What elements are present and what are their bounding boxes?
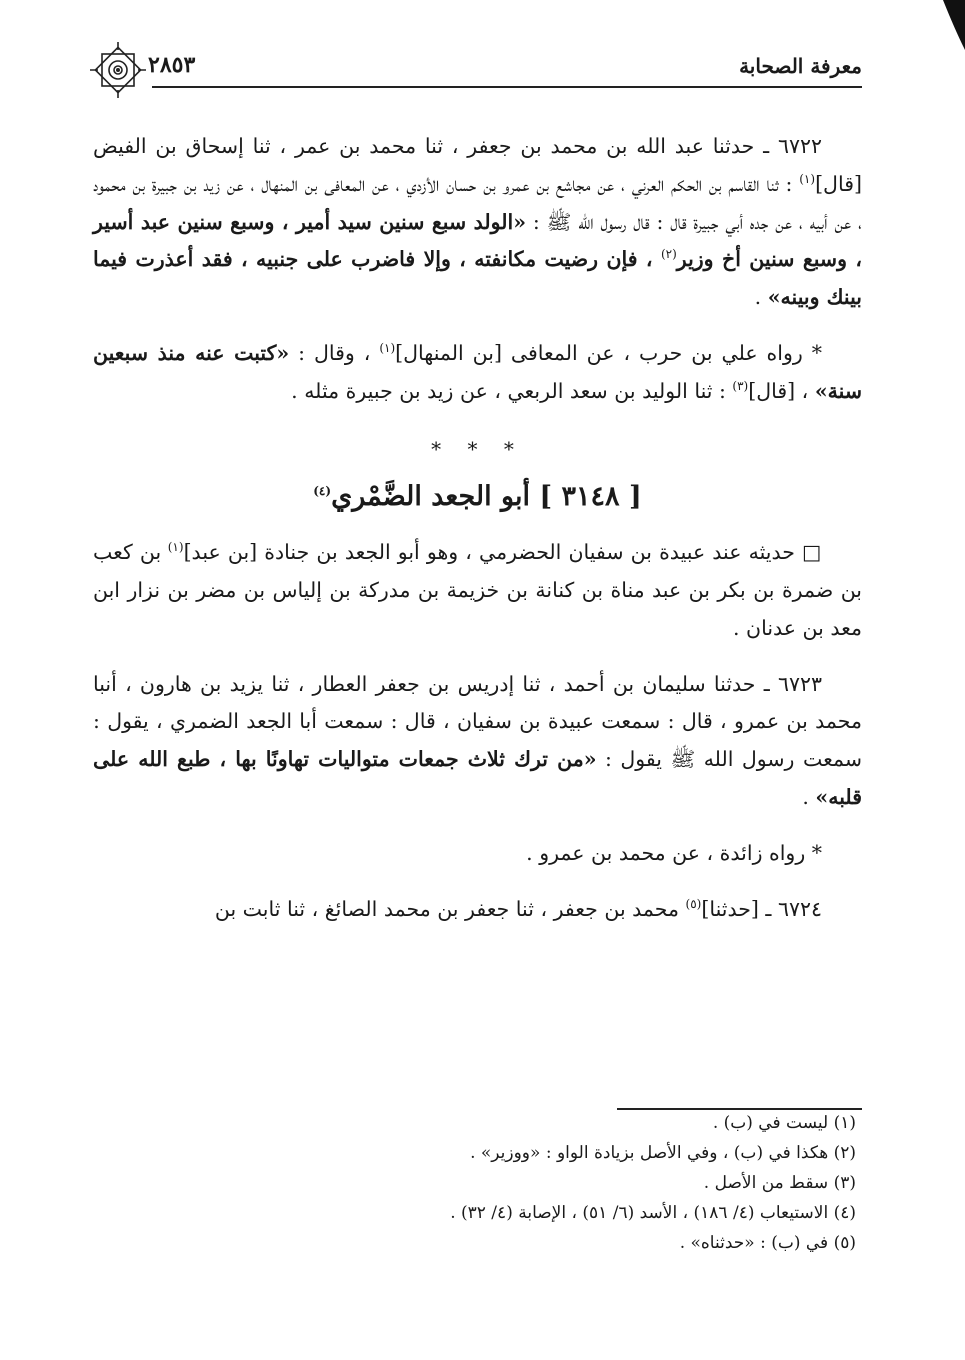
- paragraph: [93, 835, 862, 873]
- section-heading: [93, 478, 862, 516]
- footnote: (١) ليست في (ب) .: [712, 1113, 856, 1133]
- footnote-ref: (٢): [660, 247, 677, 262]
- footnote-ref: (٣): [732, 378, 749, 393]
- footnote-ref: (٥): [685, 896, 702, 911]
- header-rule: [152, 86, 862, 88]
- text-run: * رواه زائدة ، عن محمد بن عمرو .: [526, 840, 822, 865]
- text-run: .: [802, 784, 816, 809]
- section-note: (٤): [313, 484, 332, 499]
- text-run: «كتبت عنه منذ سبعين سنة»: [93, 340, 862, 403]
- footnote: (٤) الاستيعاب (٤/ ١٨٦) ، الأسد (٦/ ٥١) ، الإصابة (٤/ ٣٢) .: [450, 1203, 856, 1223]
- text-run: «الولد سبع سنين سيد أمير ، وسبع سنين عبد أسير ، وسبع سنين أخ وزير: [93, 209, 862, 272]
- text-run: ، وقال :: [289, 340, 380, 365]
- footnote: (٥) في (ب) : «حدثناه» .: [679, 1233, 856, 1253]
- text-run: ، فإن رضيت مكانفته ، وإلا فاضرب على جنبيه ، فقد أعذرت فيما بينك وبينه»: [93, 247, 862, 310]
- text-run: □ حديثه عند عبيدة بن سفيان الحضرمي ، وهو أبو الجعد بن جنادة [بن عبد]: [183, 540, 823, 565]
- ornament-icon: [88, 40, 148, 100]
- text-run: «من ترك ثلاث جمعات متواليات تهاونًا بها ، طبع الله على قلبه»: [93, 747, 862, 809]
- paragraph: [93, 534, 862, 647]
- text-run: * رواه علي بن حرب ، عن المعافى [بن المنهال]: [395, 340, 822, 365]
- paragraph: [93, 891, 862, 929]
- page-number: ٢٨٥٣: [148, 52, 196, 78]
- paragraph: [93, 128, 862, 317]
- section-divider: * * *: [431, 436, 524, 461]
- text-run: : ثنا الوليد بن سعد الربعي ، عن زيد بن جبيرة مثله .: [291, 378, 733, 403]
- text-run: ٦٧٢٤ ـ [حدثنا]: [701, 896, 822, 921]
- header-title: معرفة الصحابة: [739, 54, 862, 78]
- page-corner-mark: [941, 0, 965, 50]
- text-run: ٦٧٢٢ ـ حدثنا عبد الله بن محمد بن جعفر ، ثنا محمد بن عمر ، ثنا إسحاق بن الفيض [قال]: [93, 134, 862, 196]
- text-run: محمد بن جعفر ، ثنا جعفر بن محمد الصائغ ، ثنا ثابت بن: [214, 896, 686, 921]
- text-run: ٦٧٢٣ ـ حدثنا سليمان بن أحمد ، ثنا إدريس بن جعفر العطار ، ثنا يزيد بن هارون ، أنبا محمد بن عمرو ، قال : سمعت عبيدة بن سفيان ، قال : سمعت أبا الجعد الضمري ، يقول : سمعت رسول الله ﷺ يقول :: [93, 671, 862, 772]
- footnote: (٣) سقط من الأصل .: [703, 1173, 856, 1193]
- footnote-ref: (١): [799, 171, 816, 186]
- footnote: (٢) هكذا في (ب) ، وفي الأصل بزيادة الواو : «ووزير» .: [470, 1143, 856, 1163]
- text-run: .: [754, 285, 768, 310]
- footnotes: [93, 1108, 862, 1258]
- paragraph: [93, 666, 862, 817]
- running-header: [90, 40, 862, 90]
- footnote-ref: (١): [379, 341, 396, 356]
- section-title: [ ٣١٤٨ ] أبو الجعد الضَّمْري: [331, 481, 642, 513]
- paragraph: [93, 335, 862, 411]
- text-run: : ثنا القاسم بن الحكم العرني ، عن مجاشع بن عمرو بن حسان الأزدي ، عن المعافى بن المنهال ، عن زيد بن جبيرة بن محمود ، عن أبيه ، عن جده أبي جبيرة قال : قال رسول الله ﷺ :: [93, 171, 862, 234]
- text-run: ، [قال]: [748, 378, 815, 403]
- text-run: بن كعب بن ضمرة بن بكر بن عبد مناة بن كنانة بن خزيمة بن مدركة بن إلياس بن مضر بن نزار ابن معد بن عدنان .: [93, 540, 862, 640]
- footnote-ref: (١): [167, 540, 184, 555]
- main-text: [93, 128, 862, 946]
